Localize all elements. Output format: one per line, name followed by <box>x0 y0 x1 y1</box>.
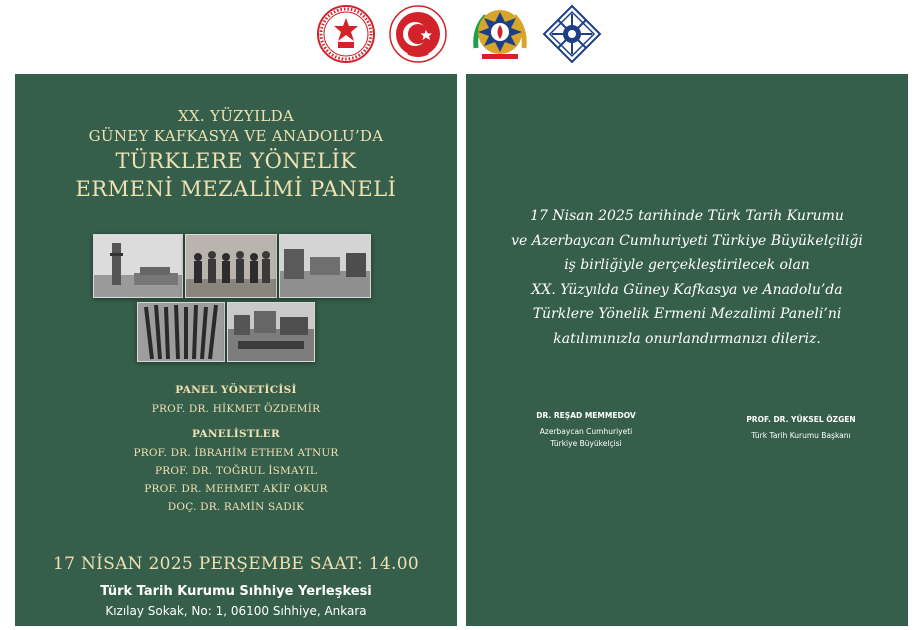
panelist-4: DOÇ. DR. RAMİN SADIK <box>167 501 305 513</box>
moderator-heading: PANEL YÖNETİCİSİ <box>175 384 297 396</box>
panelist-3: PROF. DR. MEHMET AKİF OKUR <box>144 483 328 495</box>
invitation-line-2: ve Azerbaycan Cumhuriyeti Türkiye Büyükelçiliği <box>511 232 863 249</box>
moderator-name: PROF. DR. HİKMET ÖZDEMİR <box>151 403 321 415</box>
signatory-ambassador <box>506 410 666 450</box>
signatory-title-line-1: Azerbaycan Cumhuriyeti <box>539 427 633 436</box>
institution-emblem-icon <box>542 4 602 64</box>
title-line-2: GÜNEY KAFKASYA VE ANADOLU’DA <box>88 127 384 145</box>
panelists-heading: PANELİSTLER <box>192 428 280 440</box>
signatory-title-line-2: Türkiye Büyükelçisi <box>550 439 622 448</box>
invitation-line-6: katılımınızla onurlandırmanızı dileriz. <box>553 330 821 347</box>
venue-name: Türk Tarih Kurumu Sıhhiye Yerleşkesi <box>100 584 372 599</box>
photo-bones <box>137 302 225 362</box>
signatory-president <box>716 414 886 442</box>
event-date-time: 17 NİSAN 2025 PERŞEMBE SAAT: 14.00 <box>53 554 419 574</box>
panelist-1: PROF. DR. İBRAHİM ETHEM ATNUR <box>133 447 339 459</box>
azerbaijan-emblem-icon <box>470 4 530 64</box>
signatory-name: PROF. DR. YÜKSEL ÖZGEN <box>746 415 856 424</box>
invitation-line-4: XX. Yüzyılda Güney Kafkasya ve Anadolu’da <box>531 281 843 298</box>
photo-minaret <box>93 234 183 298</box>
poster-panel <box>15 74 457 626</box>
photo-town <box>227 302 315 362</box>
photo-group <box>185 234 277 298</box>
signatory-title-line-1: Türk Tarih Kurumu Başkanı <box>751 431 851 440</box>
title-line-3: TÜRKLERE YÖNELİK <box>115 149 357 173</box>
invitation-line-1: 17 Nisan 2025 tarihinde Türk Tarih Kurumu <box>530 208 844 224</box>
title-line-4: ERMENİ MEZALİMİ PANELİ <box>75 177 397 201</box>
signatory-name: DR. REŞAD MEMMEDOV <box>536 411 636 420</box>
photo-ruins <box>279 234 371 298</box>
venue-address: Kızılay Sokak, No: 1, 06100 Sıhhiye, Ankara <box>105 604 367 618</box>
panelist-2: PROF. DR. TOĞRUL İSMAYIL <box>154 465 318 477</box>
invitation-text <box>486 204 888 351</box>
invitation-line-5: Türklere Yönelik Ermeni Mezalimi Paneli’ni <box>532 306 842 322</box>
culture-ministry-logo-icon <box>316 4 376 64</box>
invitation-panel <box>466 74 908 626</box>
invitation-line-3: iş birliğiyle gerçekleştirilecek olan <box>564 257 810 273</box>
title-line-1: XX. YÜZYILDA <box>177 107 295 125</box>
turkish-history-institution-logo-icon <box>388 4 448 64</box>
